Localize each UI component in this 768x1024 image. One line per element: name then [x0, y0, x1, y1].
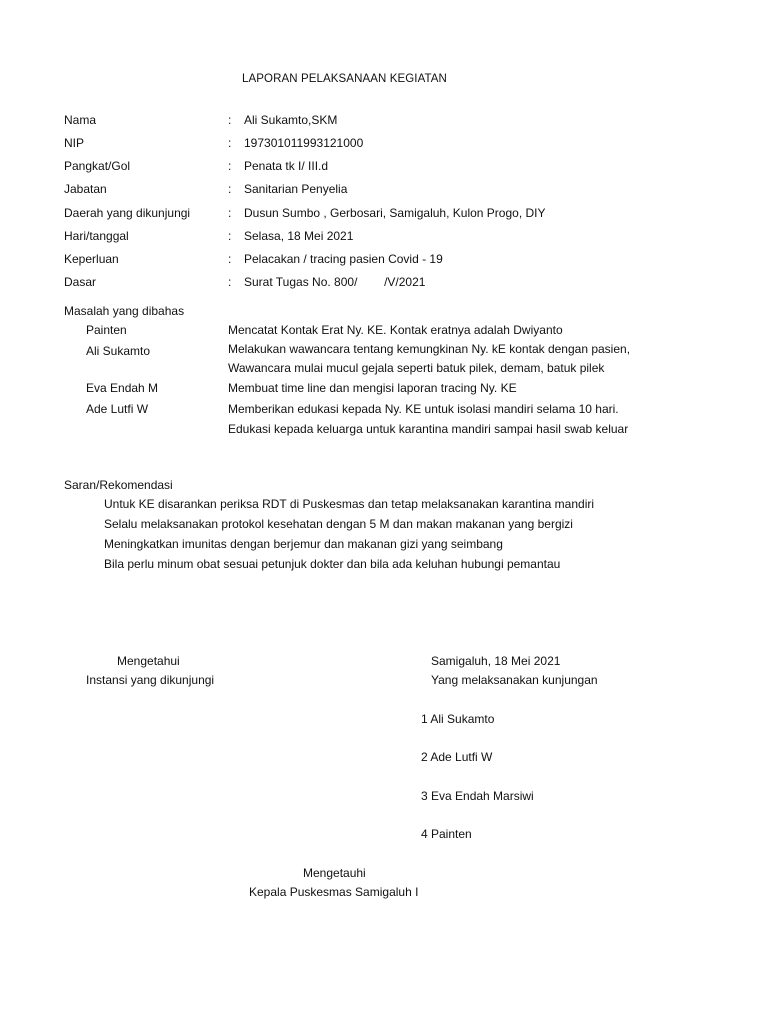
field-colon: : [228, 136, 232, 150]
team-member: 3 Eva Endah Marsiwi [421, 789, 534, 803]
masalah-text: Edukasi kepada keluarga untuk karantina mandiri sampai hasil swab keluar [228, 422, 629, 436]
field-value: Selasa, 18 Mei 2021 [244, 229, 354, 243]
field-value: Ali Sukamto,SKM [244, 113, 338, 127]
masalah-person: Ali Sukamto [86, 344, 151, 358]
field-label: Dasar [64, 275, 97, 289]
field-label: Keperluan [64, 252, 119, 266]
mengetauhi-label: Mengetauhi [303, 866, 366, 880]
masalah-heading: Masalah yang dibahas [64, 304, 185, 318]
field-value: 197301011993121000 [244, 136, 364, 150]
field-label: Hari/tanggal [64, 229, 129, 243]
field-colon: : [228, 113, 232, 127]
masalah-person: Ade Lutfi W [86, 402, 149, 416]
saran-heading: Saran/Rekomendasi [64, 478, 173, 492]
field-colon: : [228, 182, 232, 196]
field-colon: : [228, 252, 232, 266]
team-member: 1 Ali Sukamto [421, 712, 495, 726]
kepala-puskesmas-label: Kepala Puskesmas Samigaluh I [249, 885, 419, 899]
field-label: Jabatan [64, 182, 107, 196]
field-value: Penata tk I/ III.d [244, 159, 329, 173]
saran-item: Meningkatkan imunitas dengan berjemur dan makanan gizi yang seimbang [104, 537, 503, 551]
document-title: LAPORAN PELAKSANAAN KEGIATAN [242, 73, 447, 85]
mengetahui-label: Mengetahui [117, 654, 180, 668]
saran-item: Bila perlu minum obat sesuai petunjuk dokter dan bila ada keluhan hubungi pemantau [104, 557, 561, 571]
team-member: 4 Painten [421, 827, 472, 841]
field-label: Nama [64, 113, 97, 127]
masalah-text: Melakukan wawancara tentang kemungkinan Ny. kE kontak dengan pasien, [228, 342, 631, 356]
field-value: Pelacakan / tracing pasien Covid - 19 [244, 252, 443, 266]
field-value: Sanitarian Penyelia [244, 182, 348, 196]
field-value: Surat Tugas No. 800/ /V/2021 [244, 275, 426, 289]
field-label: Pangkat/Gol [64, 159, 131, 173]
team-member: 2 Ade Lutfi W [421, 750, 493, 764]
masalah-person: Painten [86, 323, 127, 337]
field-value: Dusun Sumbo , Gerbosari, Samigaluh, Kulon Progo, DIY [244, 206, 546, 220]
field-label: Daerah yang dikunjungi [64, 206, 191, 220]
instansi-label: Instansi yang dikunjungi [86, 673, 215, 687]
saran-item: Untuk KE disarankan periksa RDT di Puskesmas dan tetap melaksanakan karantina mandiri [104, 497, 595, 511]
masalah-text: Wawancara mulai mucul gejala seperti batuk pilek, demam, batuk pilek [228, 361, 605, 375]
field-colon: : [228, 275, 232, 289]
field-colon: : [228, 159, 232, 173]
masalah-text: Membuat time line dan mengisi laporan tracing Ny. KE [228, 381, 517, 395]
saran-item: Selalu melaksanakan protokol kesehatan dengan 5 M dan makan makanan yang bergizi [104, 517, 573, 531]
masalah-person: Eva Endah M [86, 381, 159, 395]
field-colon: : [228, 206, 232, 220]
place-date: Samigaluh, 18 Mei 2021 [431, 654, 561, 668]
field-colon: : [228, 229, 232, 243]
pelaksana-label: Yang melaksanakan kunjungan [431, 673, 598, 687]
field-label: NIP [64, 136, 85, 150]
masalah-text: Memberikan edukasi kepada Ny. KE untuk isolasi mandiri selama 10 hari. [228, 402, 619, 416]
masalah-text: Mencatat Kontak Erat Ny. KE. Kontak eratnya adalah Dwiyanto [228, 323, 563, 337]
